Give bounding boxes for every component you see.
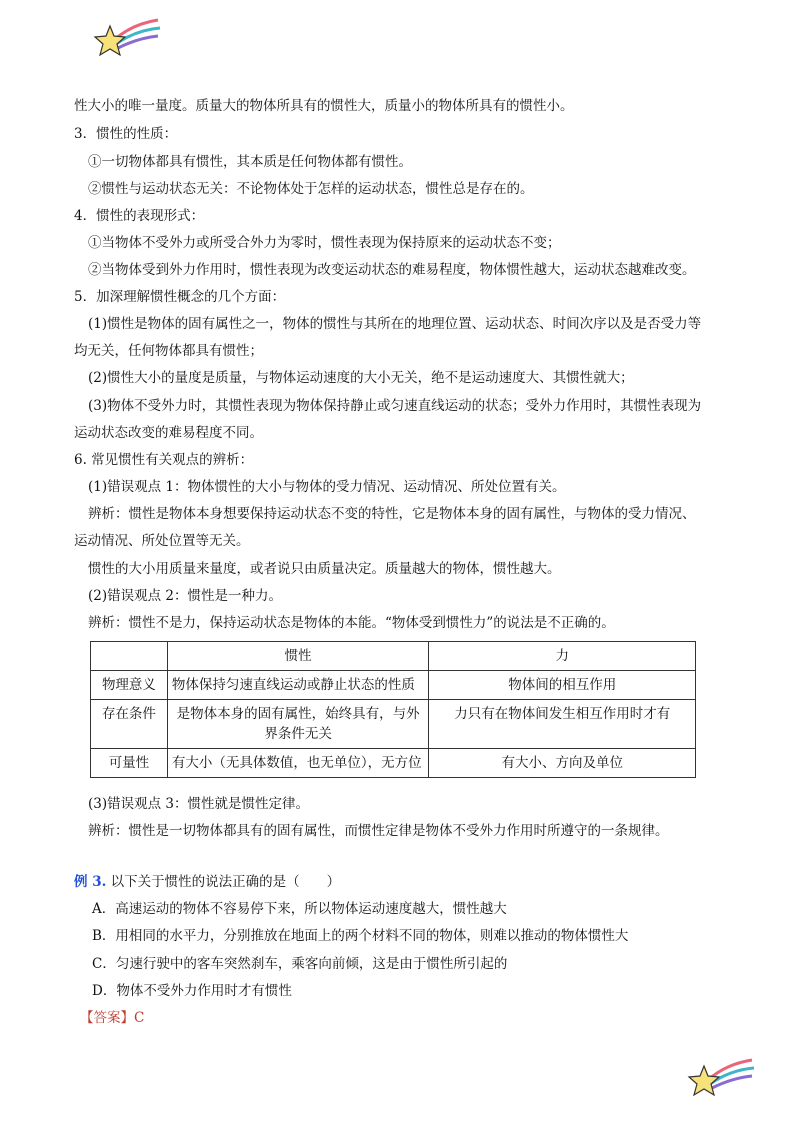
text-line: (2)惯性大小的量度是质量，与物体运动速度的大小无关，绝不是运动速度大、其惯性就大； (88, 370, 634, 386)
section-heading: 3．惯性的性质： (74, 126, 178, 142)
text-line: 辨析：惯性是一切物体都具有的固有属性，而惯性定律是物体不受外力作用时所遵守的一条规律。 (88, 823, 669, 839)
text-line: 运动情况、所处位置等无关。 (74, 533, 250, 549)
text-line: (2)错误观点 2：惯性是一种力。 (88, 588, 283, 604)
table-cell: 物体保持匀速直线运动或静止状态的性质 (167, 671, 429, 700)
comparison-table (90, 641, 696, 778)
text-line: 均无关，任何物体都具有惯性； (74, 343, 263, 359)
table-cell: 有大小（无具体数值，也无单位），无方位 (167, 749, 429, 778)
shooting-star-icon (686, 1056, 756, 1100)
example-label: 例 3. (74, 874, 107, 890)
text-line: 辨析：惯性是物体本身想要保持运动状态不变的特性，它是物体本身的固有属性，与物体的受力情况、 (88, 506, 696, 522)
answer-label: 【答案】 (80, 1010, 134, 1026)
table-cell: 物体间的相互作用 (429, 671, 696, 700)
answer-value: C (134, 1010, 145, 1026)
text-line: ②当物体受到外力作用时，惯性表现为改变运动状态的难易程度，物体惯性越大，运动状态越难改变。 (88, 262, 696, 278)
table-header-row (91, 642, 696, 671)
table-cell: 力只有在物体间发生相互作用时才有 (429, 700, 696, 749)
section-heading: 5．加深理解惯性概念的几个方面： (74, 289, 286, 305)
text-line: 运动状态改变的难易程度不同。 (74, 425, 263, 441)
option-c: C．匀速行驶中的客车突然刹车，乘客向前倾，这是由于惯性所引起的 (92, 956, 508, 972)
section-heading: 6. 常见惯性有关观点的辨析： (74, 452, 254, 468)
answer-line (80, 1008, 144, 1028)
text-line: ①一切物体都具有惯性，其本质是任何物体都有惯性。 (88, 154, 412, 170)
shooting-star-icon (92, 16, 162, 60)
table-header-cell: 力 (429, 642, 696, 671)
text-line: 辨析：惯性不是力，保持运动状态是物体的本能。“物体受到惯性力”的说法是不正确的。 (88, 615, 615, 631)
table-cell: 存在条件 (91, 700, 168, 749)
text-line: 惯性的大小用质量来量度，或者说只由质量决定。质量越大的物体，惯性越大。 (88, 561, 561, 577)
option-b: B．用相同的水平力，分别推放在地面上的两个材料不同的物体，则难以推动的物体惯性大 (92, 928, 629, 944)
table-row (91, 700, 696, 749)
example-question (74, 872, 340, 892)
table-cell: 物理意义 (91, 671, 168, 700)
table-row (91, 671, 696, 700)
table-cell: 有大小、方向及单位 (429, 749, 696, 778)
text-line: (3)物体不受外力时，其惯性表现为物体保持静止或匀速直线运动的状态；受外力作用时，其惯性表现为 (88, 398, 702, 414)
option-d: D．物体不受外力作用时才有惯性 (92, 983, 292, 999)
text-line: ①当物体不受外力或所受合外力为零时，惯性表现为保持原来的运动状态不变； (88, 235, 561, 251)
table-header-cell: 惯性 (167, 642, 429, 671)
text-line: (3)错误观点 3：惯性就是惯性定律。 (88, 796, 310, 812)
text-line: ②惯性与运动状态无关：不论物体处于怎样的运动状态，惯性总是存在的。 (88, 181, 534, 197)
option-a: A．高速运动的物体不容易停下来，所以物体运动速度越大，惯性越大 (92, 901, 507, 917)
table-cell (91, 642, 168, 671)
table-cell: 可量性 (91, 749, 168, 778)
text-line: (1)惯性是物体的固有属性之一，物体的惯性与其所在的地理位置、运动状态、时间次序以及是否受力等 (88, 316, 702, 332)
text-line: (1)错误观点 1：物体惯性的大小与物体的受力情况、运动情况、所处位置有关。 (88, 479, 566, 495)
text-line: 性大小的唯一量度。质量大的物体所具有的惯性大，质量小的物体所具有的惯性小。 (74, 98, 574, 114)
table-cell: 是物体本身的固有属性，始终具有，与外界条件无关 (167, 700, 429, 749)
table-row (91, 749, 696, 778)
question-text: 以下关于惯性的说法正确的是（ ） (110, 874, 341, 890)
section-heading: 4．惯性的表现形式： (74, 208, 205, 224)
